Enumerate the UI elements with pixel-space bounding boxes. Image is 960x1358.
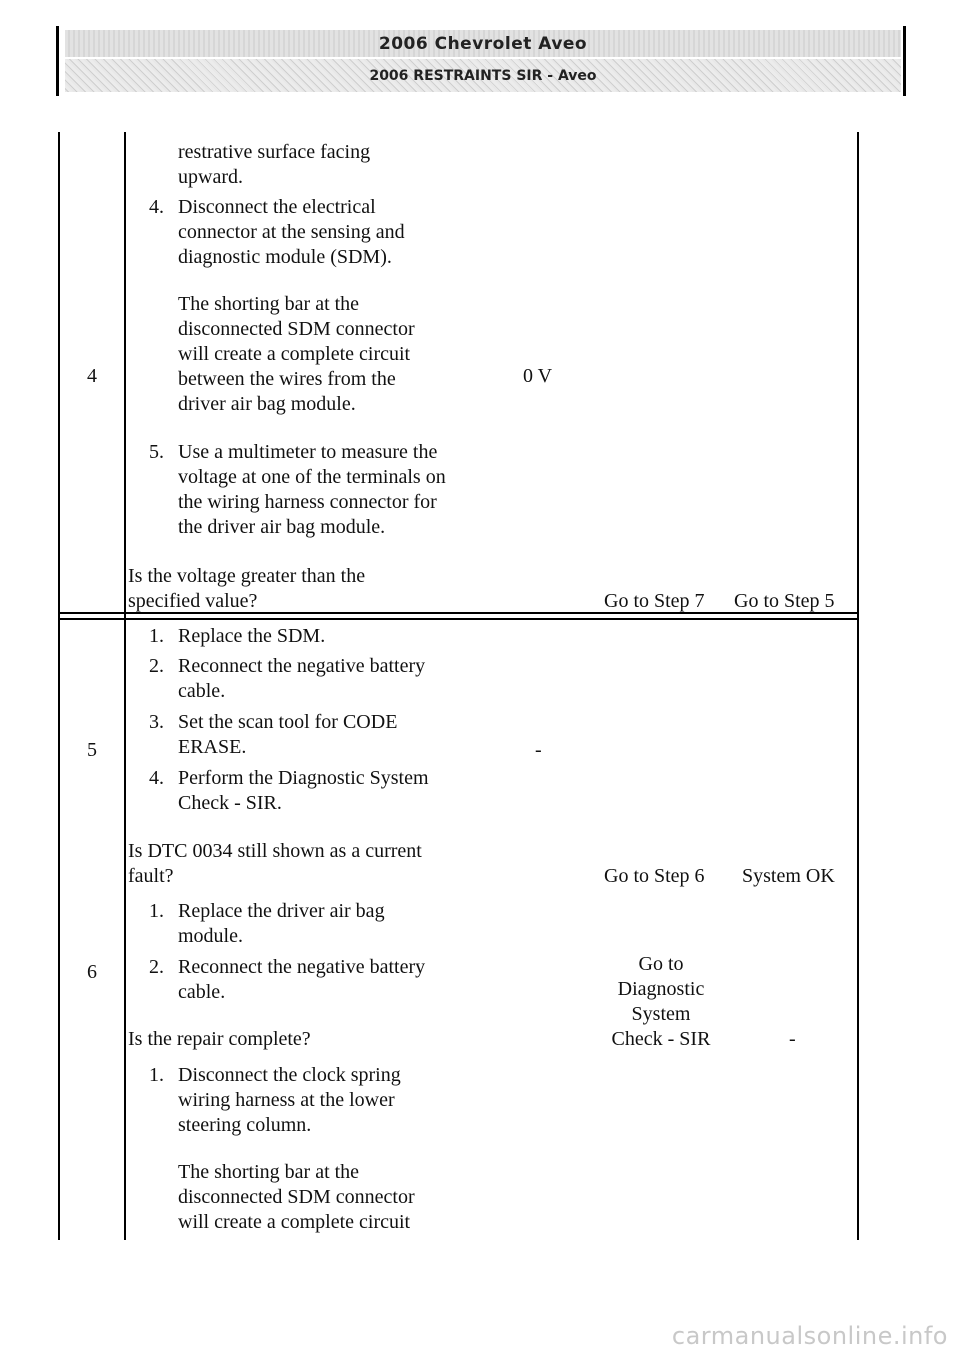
action-text: Check - SIR. (178, 792, 282, 814)
value-cell: 0 V (523, 365, 553, 387)
row-divider-step5 (58, 618, 859, 620)
yes-action: Diagnostic (617, 978, 705, 1000)
question-text: fault? (128, 865, 174, 887)
note-text: disconnected SDM connector (178, 1186, 415, 1208)
action-text: the driver air bag module. (178, 516, 386, 538)
action-text: Use a multimeter to measure the (178, 441, 438, 463)
action-text: ERASE. (178, 736, 247, 758)
header-right-border (903, 26, 906, 96)
action-text: the wiring harness connector for (178, 491, 437, 513)
no-action: System OK (742, 865, 835, 887)
no-action: - (789, 1028, 796, 1050)
table-border-right (857, 132, 859, 1240)
yes-action: Go to Step 7 (604, 590, 705, 612)
action-text: Disconnect the electrical (178, 196, 376, 218)
table-col-divider (124, 132, 126, 1240)
note-text: The shorting bar at the (178, 293, 360, 315)
no-action: Go to Step 5 (734, 590, 835, 612)
yes-action: System (631, 1003, 691, 1025)
question-text: Is the repair complete? (128, 1028, 311, 1050)
action-number: 1. (149, 1064, 164, 1086)
yes-action: Go to Step 6 (604, 865, 705, 887)
action-text: Perform the Diagnostic System (178, 767, 429, 789)
action-text: Reconnect the negative battery (178, 956, 426, 978)
step-number: 6 (87, 961, 97, 983)
document-title: 2006 Chevrolet Aveo (65, 30, 901, 57)
action-text: Set the scan tool for CODE (178, 711, 398, 733)
action-text: wiring harness at the lower (178, 1089, 395, 1111)
action-number: 1. (149, 900, 164, 922)
action-text: Disconnect the clock spring (178, 1064, 401, 1086)
action-text: voltage at one of the terminals on (178, 466, 446, 488)
action-number: 2. (149, 655, 164, 677)
step-number: 4 (87, 365, 97, 387)
action-text: diagnostic module (SDM). (178, 246, 392, 268)
action-text: module. (178, 925, 243, 947)
question-text: Is DTC 0034 still shown as a current (128, 840, 422, 862)
action-text: connector at the sensing and (178, 221, 405, 243)
action-text: restrative surface facing (178, 141, 371, 163)
note-text: between the wires from the (178, 368, 396, 390)
action-text: cable. (178, 981, 226, 1003)
watermark-link[interactable]: carmanualsonline.info (671, 1322, 948, 1350)
action-text: Replace the driver air bag (178, 900, 385, 922)
action-number: 1. (149, 625, 164, 647)
yes-action: Go to (638, 953, 684, 975)
action-text: Replace the SDM. (178, 625, 326, 647)
question-text: specified value? (128, 590, 258, 612)
action-text: Reconnect the negative battery (178, 655, 426, 677)
note-text: The shorting bar at the (178, 1161, 360, 1183)
header-left-border (56, 26, 59, 96)
action-text: steering column. (178, 1114, 312, 1136)
step-number: 5 (87, 739, 97, 761)
action-number: 4. (149, 196, 164, 218)
action-text: upward. (178, 166, 243, 188)
table-border-left (58, 132, 60, 1240)
document-subtitle: 2006 RESTRAINTS SIR - Aveo (65, 59, 901, 92)
action-text: cable. (178, 680, 226, 702)
note-text: driver air bag module. (178, 393, 356, 415)
yes-action: Check - SIR (611, 1028, 711, 1050)
note-text: will create a complete circuit (178, 1211, 411, 1233)
note-text: will create a complete circuit (178, 343, 411, 365)
action-number: 3. (149, 711, 164, 733)
value-cell: - (535, 739, 542, 761)
action-number: 2. (149, 956, 164, 978)
action-number: 4. (149, 767, 164, 789)
action-number: 5. (149, 441, 164, 463)
question-text: Is the voltage greater than the (128, 565, 366, 587)
note-text: disconnected SDM connector (178, 318, 415, 340)
